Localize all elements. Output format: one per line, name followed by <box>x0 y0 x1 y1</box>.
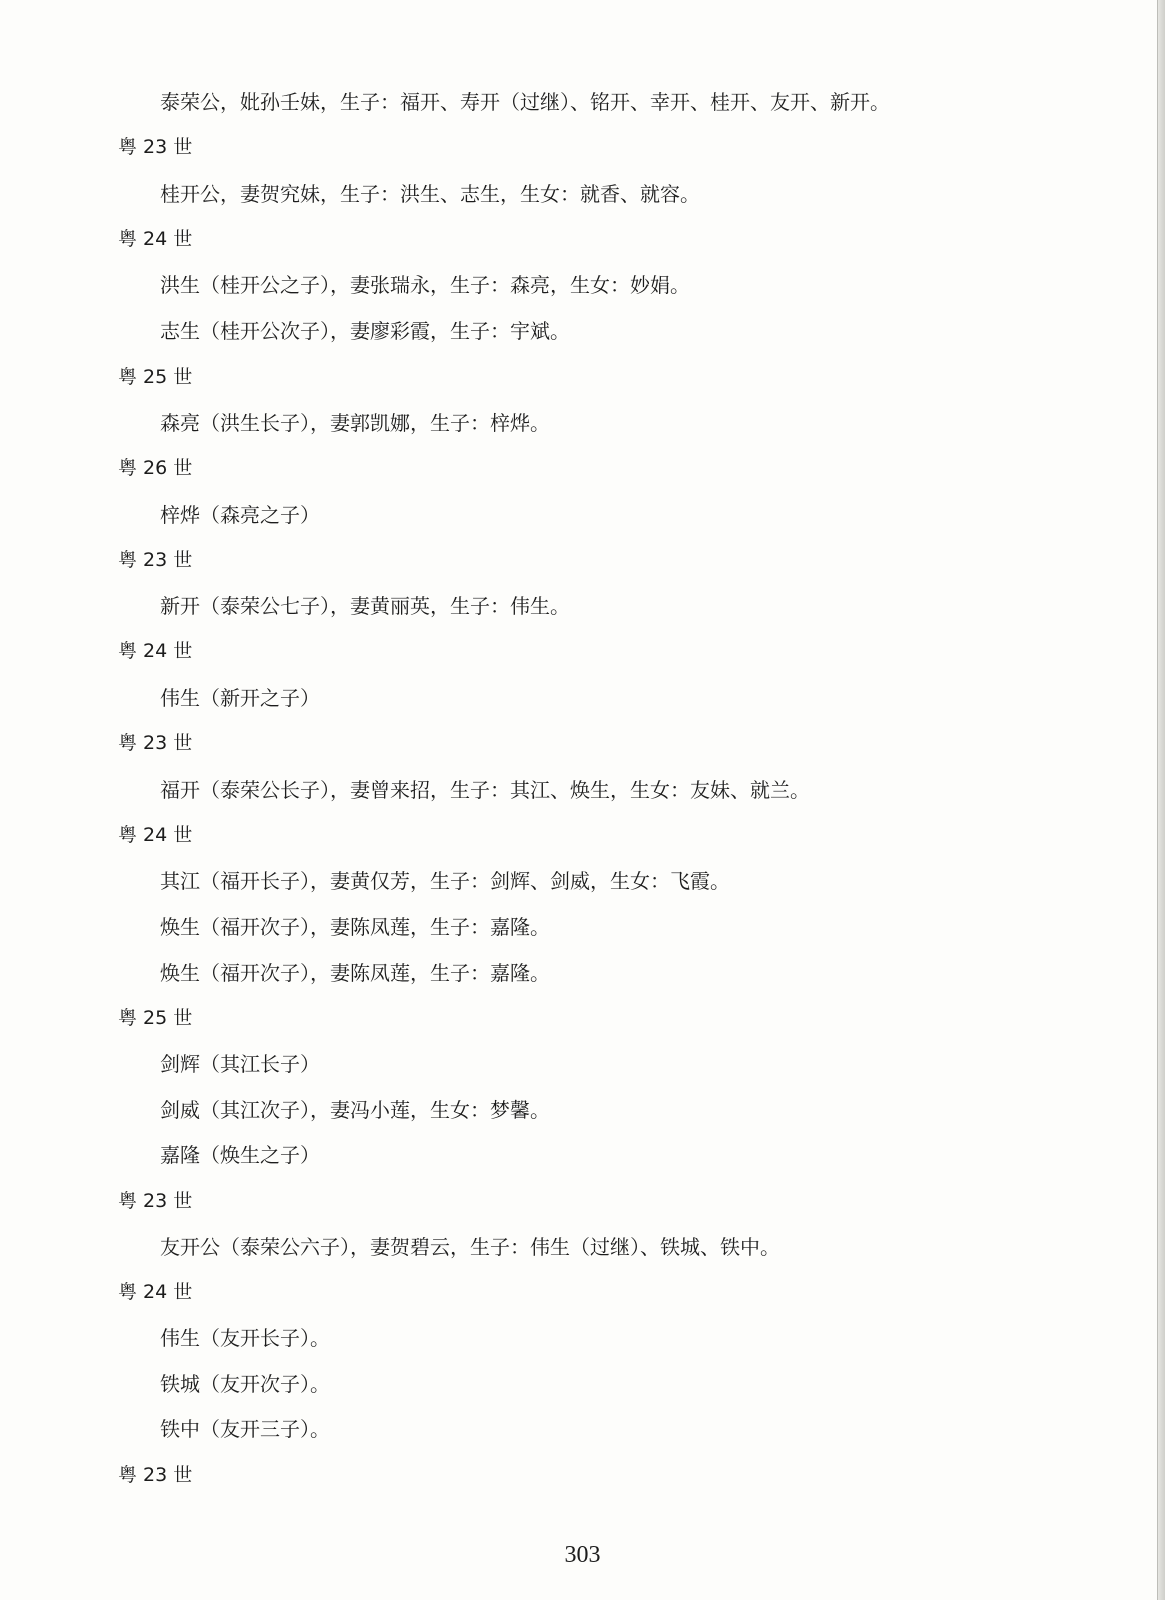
generation-heading: 粤 24 世 <box>118 1281 193 1303</box>
generation-heading: 粤 23 世 <box>118 732 193 754</box>
generation-heading: 粤 23 世 <box>118 549 193 571</box>
entry-line: 嘉隆（焕生之子） <box>160 1143 320 1167</box>
generation-heading: 粤 25 世 <box>118 1007 193 1029</box>
entry-line: 桂开公，妻贺究妹，生子：洪生、志生，生女：就香、就容。 <box>160 182 700 206</box>
entry-line: 焕生（福开次子），妻陈凤莲，生子：嘉隆。 <box>160 915 550 939</box>
entry-line: 其江（福开长子），妻黄仅芳，生子：剑辉、剑威，生女：飞霞。 <box>160 869 730 893</box>
entry-line: 铁城（友开次子）。 <box>160 1372 330 1396</box>
entry-line: 泰荣公，妣孙壬妹，生子：福开、寿开（过继）、铭开、幸开、桂开、友开、新开。 <box>160 90 890 114</box>
generation-heading: 粤 23 世 <box>118 1464 193 1486</box>
generation-heading: 粤 26 世 <box>118 457 193 479</box>
entry-line: 伟生（友开长子）。 <box>160 1326 330 1350</box>
entry-line: 梓烨（森亮之子） <box>160 503 320 527</box>
entry-line: 剑辉（其江长子） <box>160 1052 320 1076</box>
generation-heading: 粤 23 世 <box>118 136 193 158</box>
page-number: 303 <box>564 1542 601 1568</box>
entry-line: 铁中（友开三子）。 <box>160 1417 330 1441</box>
entry-line: 福开（泰荣公长子），妻曾来招，生子：其江、焕生，生女：友妹、就兰。 <box>160 778 810 802</box>
entry-line: 森亮（洪生长子），妻郭凯娜，生子：梓烨。 <box>160 411 550 435</box>
page-edge-shadow <box>1158 0 1165 1600</box>
entry-line: 新开（泰荣公七子），妻黄丽英，生子：伟生。 <box>160 594 570 618</box>
entry-line: 友开公（泰荣公六子），妻贺碧云，生子：伟生（过继）、铁城、铁中。 <box>160 1235 780 1259</box>
entry-line: 洪生（桂开公之子），妻张瑞永，生子：森亮，生女：妙娟。 <box>160 273 690 297</box>
entry-line: 剑威（其江次子），妻冯小莲，生女：梦馨。 <box>160 1098 550 1122</box>
generation-heading: 粤 24 世 <box>118 824 193 846</box>
generation-heading: 粤 25 世 <box>118 366 193 388</box>
generation-heading: 粤 24 世 <box>118 228 193 250</box>
entry-line: 焕生（福开次子），妻陈凤莲，生子：嘉隆。 <box>160 961 550 985</box>
entry-line: 志生（桂开公次子），妻廖彩霞，生子：宇斌。 <box>160 319 570 343</box>
generation-heading: 粤 24 世 <box>118 640 193 662</box>
entry-line: 伟生（新开之子） <box>160 686 320 710</box>
generation-heading: 粤 23 世 <box>118 1190 193 1212</box>
